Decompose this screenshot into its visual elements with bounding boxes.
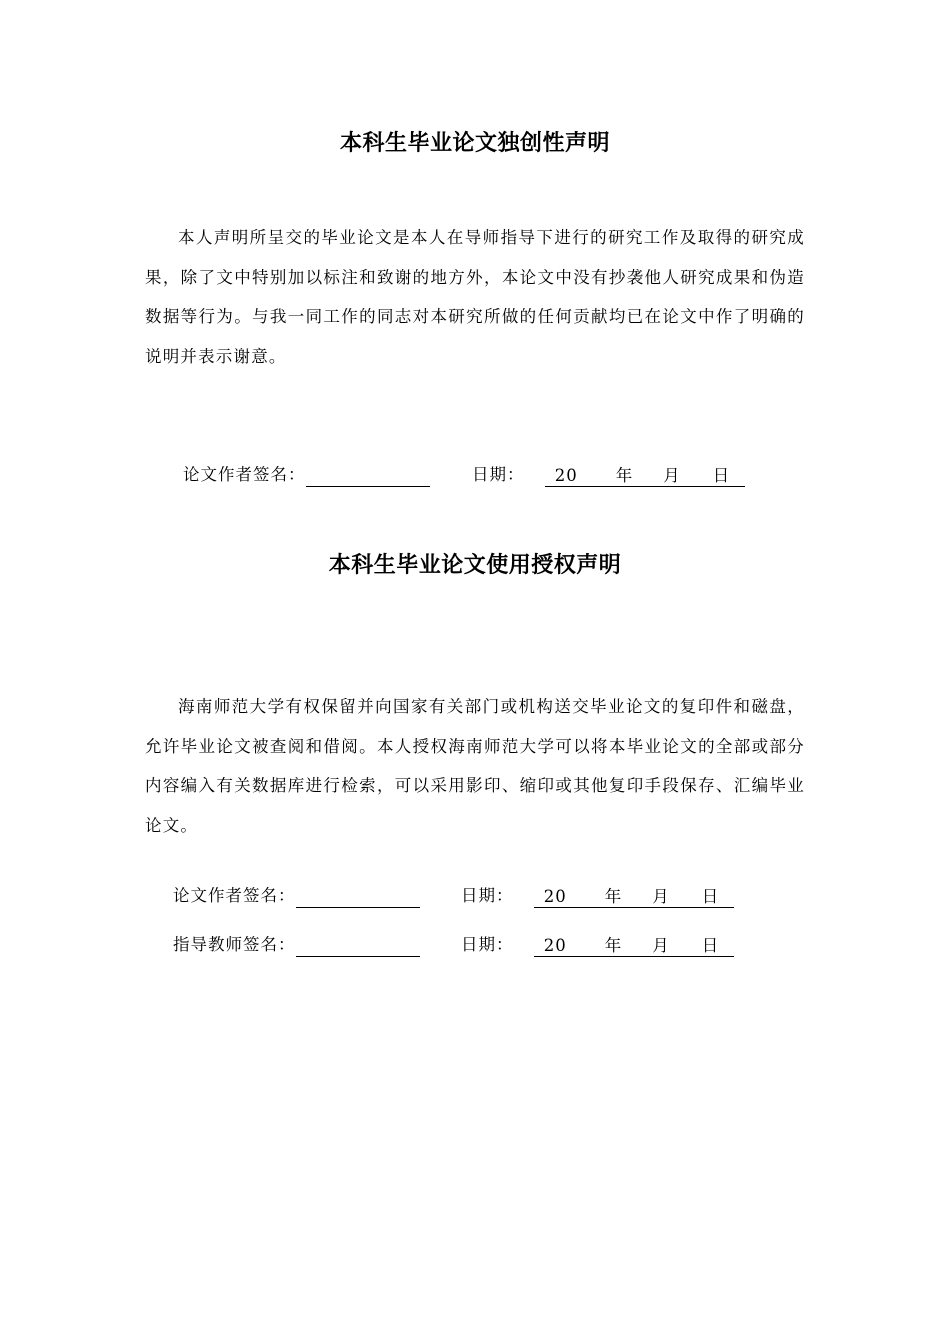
date-day-char: 日 <box>701 887 720 906</box>
date-day-char: 日 <box>701 936 720 955</box>
authorization-advisor-signature-row <box>173 933 420 957</box>
originality-signature-row <box>183 463 430 487</box>
date-year-char: 年 <box>615 466 634 485</box>
authorization-author-date-row <box>461 884 734 908</box>
date-year-prefix: 20 <box>543 887 567 906</box>
authorization-advisor-date-row <box>461 933 734 957</box>
date-year-prefix: 20 <box>543 936 567 955</box>
originality-declaration-body: 本人声明所呈交的毕业论文是本人在导师指导下进行的研究工作及取得的研究成果，除了文中特别加以标注和致谢的地方外，本论文中没有抄袭他人研究成果和伪造数据等行为。与我一同工作的同志对本研究所做的任何贡献均已在论文中作了明确的说明并表示谢意。 <box>145 228 805 366</box>
date-field[interactable] <box>534 936 734 957</box>
authorization-author-signature-row <box>173 884 420 908</box>
date-year-char: 年 <box>604 887 623 906</box>
date-label: 日期： <box>461 886 514 905</box>
date-day-char: 日 <box>712 466 731 485</box>
originality-declaration-title: 本科生毕业论文独创性声明 <box>339 131 610 156</box>
date-label: 日期： <box>461 935 514 954</box>
date-month-char: 月 <box>652 887 670 906</box>
authorization-declaration-body: 海南师范大学有权保留并向国家有关部门或机构送交毕业论文的复印件和磁盘，允许毕业论文被查阅和借阅。本人授权海南师范大学可以将本毕业论文的全部或部分内容编入有关数据库进行检索，可以采用影印、缩印或其他复印手段保存、汇编毕业论文。 <box>145 697 805 835</box>
date-month-char: 月 <box>663 466 681 485</box>
date-year-char: 年 <box>604 936 623 955</box>
author-signature-line[interactable] <box>306 466 430 487</box>
date-year-prefix: 20 <box>554 466 578 485</box>
author-signature-label: 论文作者签名： <box>183 465 306 484</box>
authorization-declaration-title: 本科生毕业论文使用授权声明 <box>328 553 622 578</box>
author-signature-label: 论文作者签名： <box>173 886 296 905</box>
date-month-char: 月 <box>652 936 670 955</box>
author-signature-line[interactable] <box>296 887 420 908</box>
advisor-signature-line[interactable] <box>296 936 420 957</box>
date-label: 日期： <box>472 465 525 484</box>
date-field[interactable] <box>534 887 734 908</box>
advisor-signature-label: 指导教师签名： <box>173 935 296 954</box>
originality-date-row <box>472 463 745 487</box>
date-field[interactable] <box>545 466 745 487</box>
